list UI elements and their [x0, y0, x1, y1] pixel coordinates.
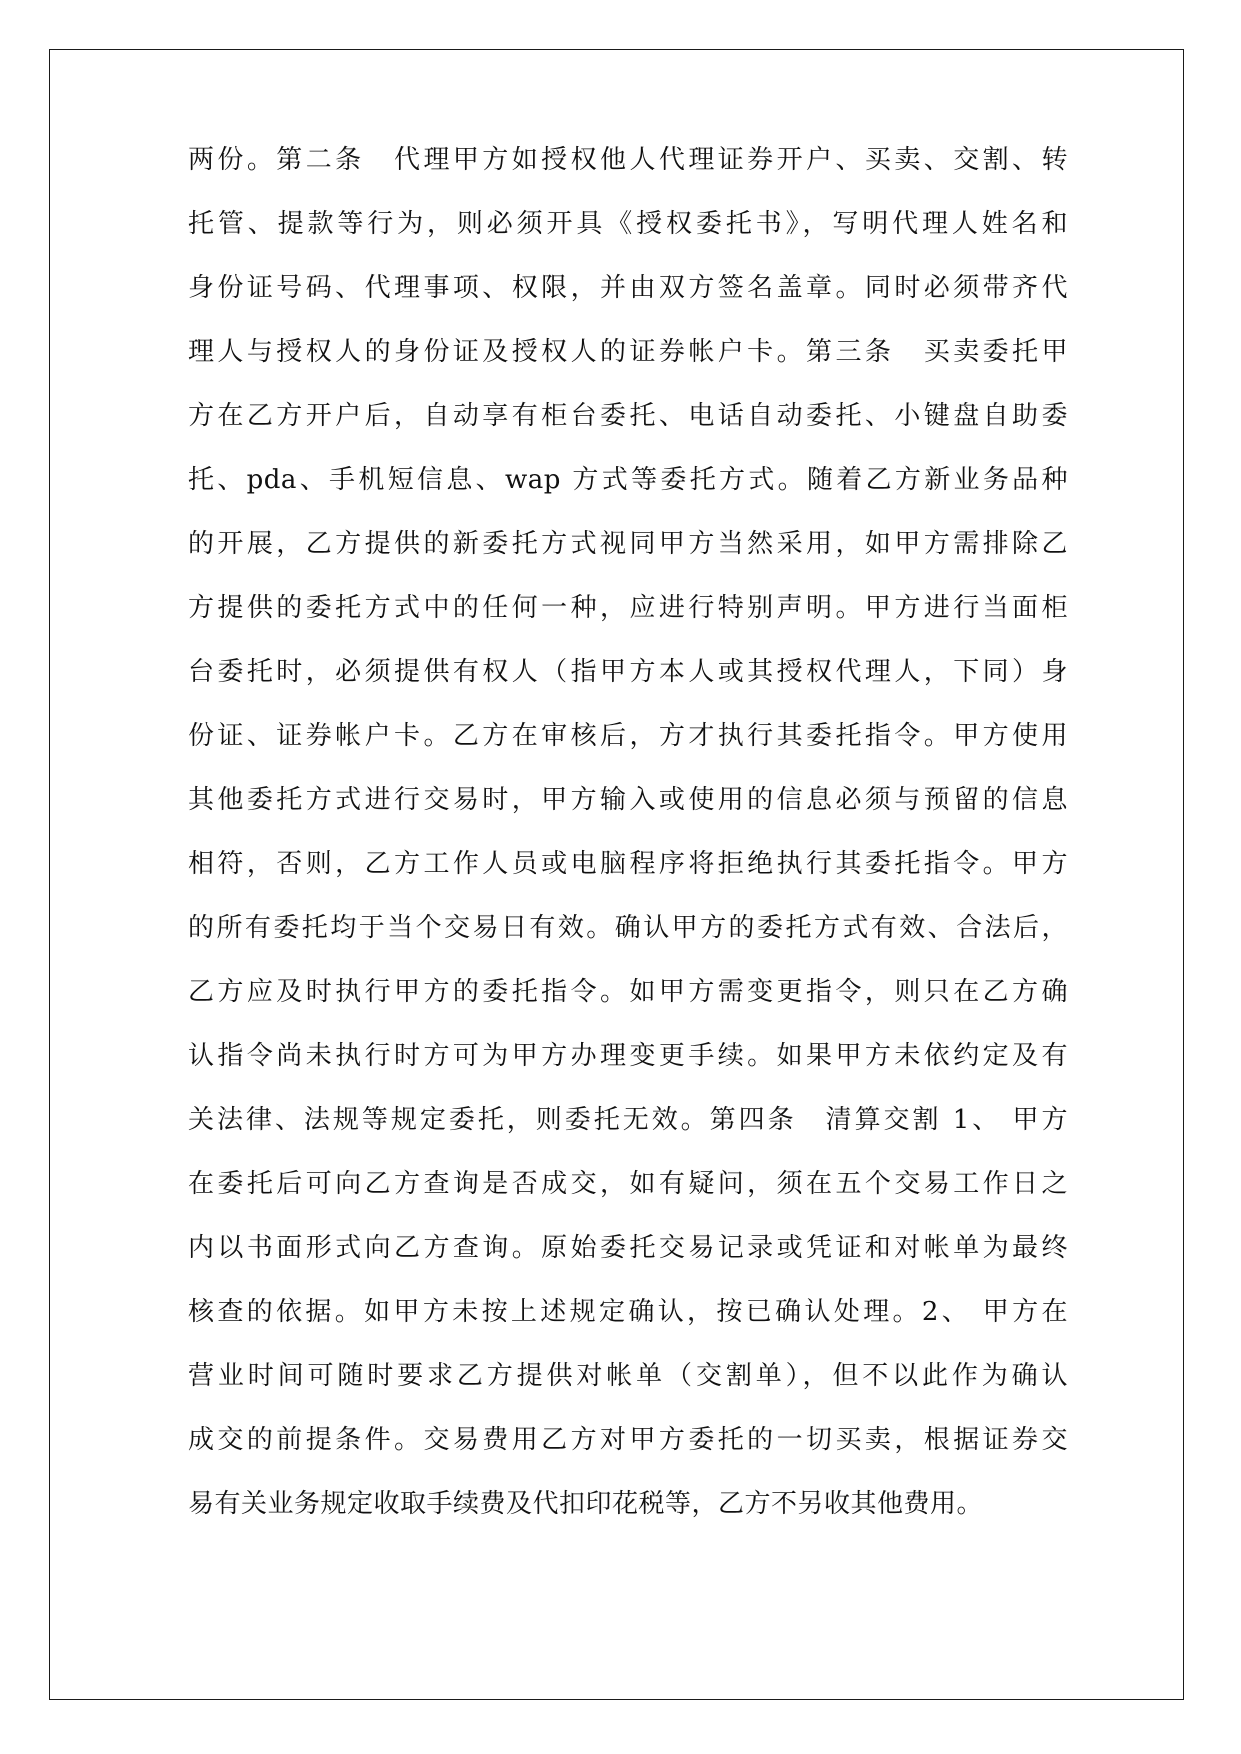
text-line: 易有关业务规定收取手续费及代扣印花税等，乙方不另收其他费用。	[188, 1489, 984, 1519]
text-line: 托、pda、手机短信息、wap 方式等委托方式。随着乙方新业务品种	[188, 465, 1068, 495]
text-line: 乙方应及时执行甲方的委托指令。如甲方需变更指令，则只在乙方确	[188, 977, 1068, 1007]
text-line: 台委托时，必须提供有权人（指甲方本人或其授权代理人，下同）身	[188, 657, 1068, 687]
text-line: 托管、提款等行为，则必须开具《授权委托书》，写明代理人姓名和	[188, 209, 1068, 239]
text-line: 认指令尚未执行时方可为甲方办理变更手续。如果甲方未依约定及有	[188, 1041, 1068, 1071]
text-line: 身份证号码、代理事项、权限，并由双方签名盖章。同时必须带齐代	[188, 273, 1068, 303]
text-line: 两份。第二条 代理甲方如授权他人代理证券开户、买卖、交割、转	[188, 145, 1068, 175]
document-body	[188, 128, 1068, 1536]
text-line: 核查的依据。如甲方未按上述规定确认，按已确认处理。2、 甲方在	[188, 1297, 1068, 1327]
text-line: 的开展，乙方提供的新委托方式视同甲方当然采用，如甲方需排除乙	[188, 529, 1068, 559]
text-line: 营业时间可随时要求乙方提供对帐单（交割单），但不以此作为确认	[188, 1361, 1068, 1391]
text-line: 的所有委托均于当个交易日有效。确认甲方的委托方式有效、合法后，	[188, 913, 1068, 943]
text-line: 方在乙方开户后，自动享有柜台委托、电话自动委托、小键盘自助委	[188, 401, 1068, 431]
text-line: 理人与授权人的身份证及授权人的证券帐户卡。第三条 买卖委托甲	[188, 337, 1068, 367]
text-line: 在委托后可向乙方查询是否成交，如有疑问，须在五个交易工作日之	[188, 1169, 1068, 1199]
text-line: 内以书面形式向乙方查询。原始委托交易记录或凭证和对帐单为最终	[188, 1233, 1068, 1263]
text-line: 成交的前提条件。交易费用乙方对甲方委托的一切买卖，根据证券交	[188, 1425, 1068, 1455]
text-line: 关法律、法规等规定委托，则委托无效。第四条 清算交割 1、 甲方	[188, 1105, 1068, 1135]
text-line: 份证、证券帐户卡。乙方在审核后，方才执行其委托指令。甲方使用	[188, 721, 1068, 751]
text-line: 方提供的委托方式中的任何一种，应进行特别声明。甲方进行当面柜	[188, 593, 1068, 623]
text-line: 其他委托方式进行交易时，甲方输入或使用的信息必须与预留的信息	[188, 785, 1068, 815]
text-line: 相符，否则，乙方工作人员或电脑程序将拒绝执行其委托指令。甲方	[188, 849, 1068, 879]
